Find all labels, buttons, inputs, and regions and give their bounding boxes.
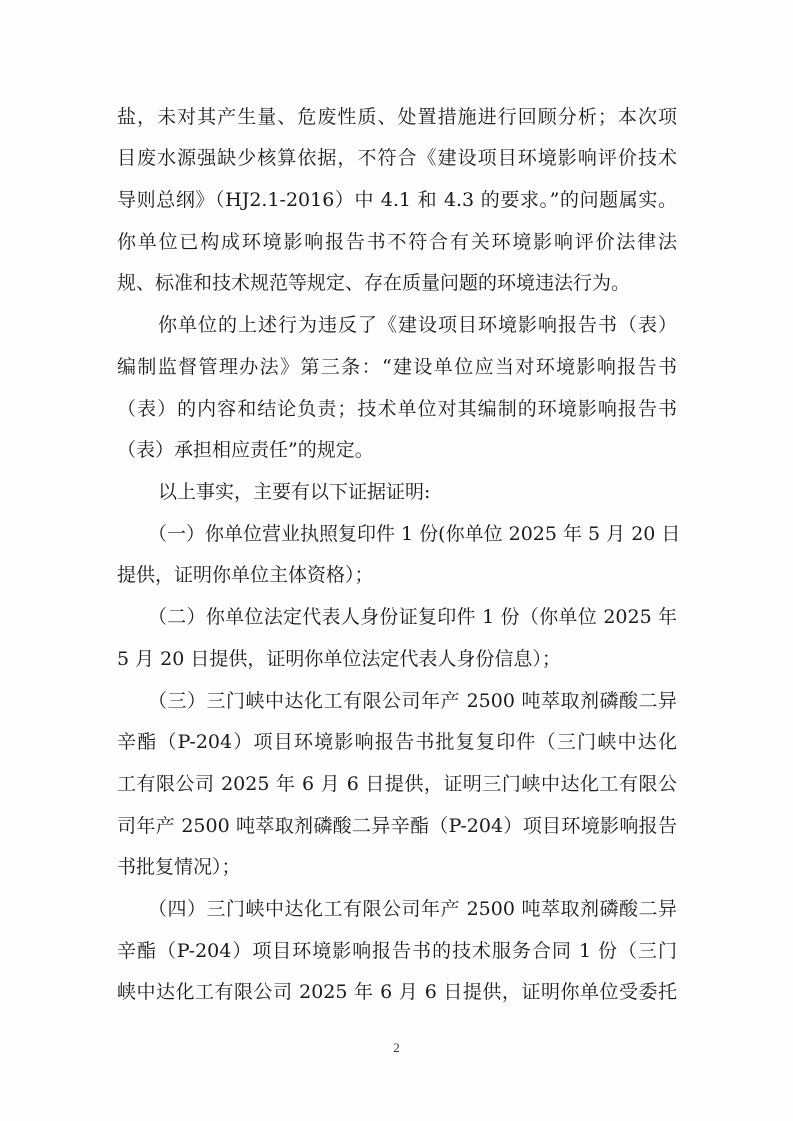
text-line: （表）的内容和结论负责；技术单位对其编制的环境影响报告书 xyxy=(117,398,677,420)
text-line: （表）承担相应责任”的规定。 xyxy=(117,439,374,461)
text-line: （三）三门峡中达化工有限公司年产 2500 吨萃取剂磷酸二异 xyxy=(148,690,677,712)
text-line: （四）三门峡中达化工有限公司年产 2500 吨萃取剂磷酸二异 xyxy=(148,898,677,920)
text-line: 峡中达化工有限公司 2025 年 6 月 6 日提供，证明你单位受委托 xyxy=(117,981,677,1003)
text-line: 辛酯（P-204）项目环境影响报告书的技术服务合同 1 份（三门 xyxy=(117,940,677,962)
text-line: 书批复情况）； xyxy=(117,856,241,878)
page-number: 2 xyxy=(393,1040,400,1055)
text-line: 你单位的上述行为违反了《建设项目环境影响报告书（表） xyxy=(158,314,677,336)
text-line: 你单位已构成环境影响报告书不符合有关环境影响评价法律法 xyxy=(117,231,677,253)
text-line: 辛酯（P-204）项目环境影响报告书批复复印件（三门峡中达化 xyxy=(117,731,677,753)
text-line: 导则总纲》（HJ2.1-2016）中 4.1 和 4.3 的要求。”的问题属实。 xyxy=(117,189,677,211)
text-line: 目废水源强缺少核算依据，不符合《建设项目环境影响评价技术 xyxy=(117,147,677,169)
text-line: 编制监督管理办法》第三条：“建设单位应当对环境影响报告书 xyxy=(117,356,677,378)
text-line: 提供，证明你单位主体资格）； xyxy=(117,564,374,586)
text-line: 以上事实，主要有以下证据证明: xyxy=(158,481,431,503)
text-line: 工有限公司 2025 年 6 月 6 日提供，证明三门峡中达化工有限公 xyxy=(117,773,677,795)
text-line: 盐，未对其产生量、危废性质、处置措施进行回顾分析；本次项 xyxy=(117,106,677,128)
text-line: （一）你单位营业执照复印件 1 份(你单位 2025 年 5 月 20 日 xyxy=(148,523,681,545)
text-line: 规、标准和技术规范等规定、存在质量问题的环境违法行为。 xyxy=(117,272,631,294)
text-line: （二）你单位法定代表人身份证复印件 1 份（你单位 2025 年 xyxy=(148,606,677,628)
text-line: 5 月 20 日提供，证明你单位法定代表人身份信息）； xyxy=(117,648,561,670)
text-line: 司年产 2500 吨萃取剂磷酸二异辛酯（P-204）项目环境影响报告 xyxy=(117,815,677,837)
